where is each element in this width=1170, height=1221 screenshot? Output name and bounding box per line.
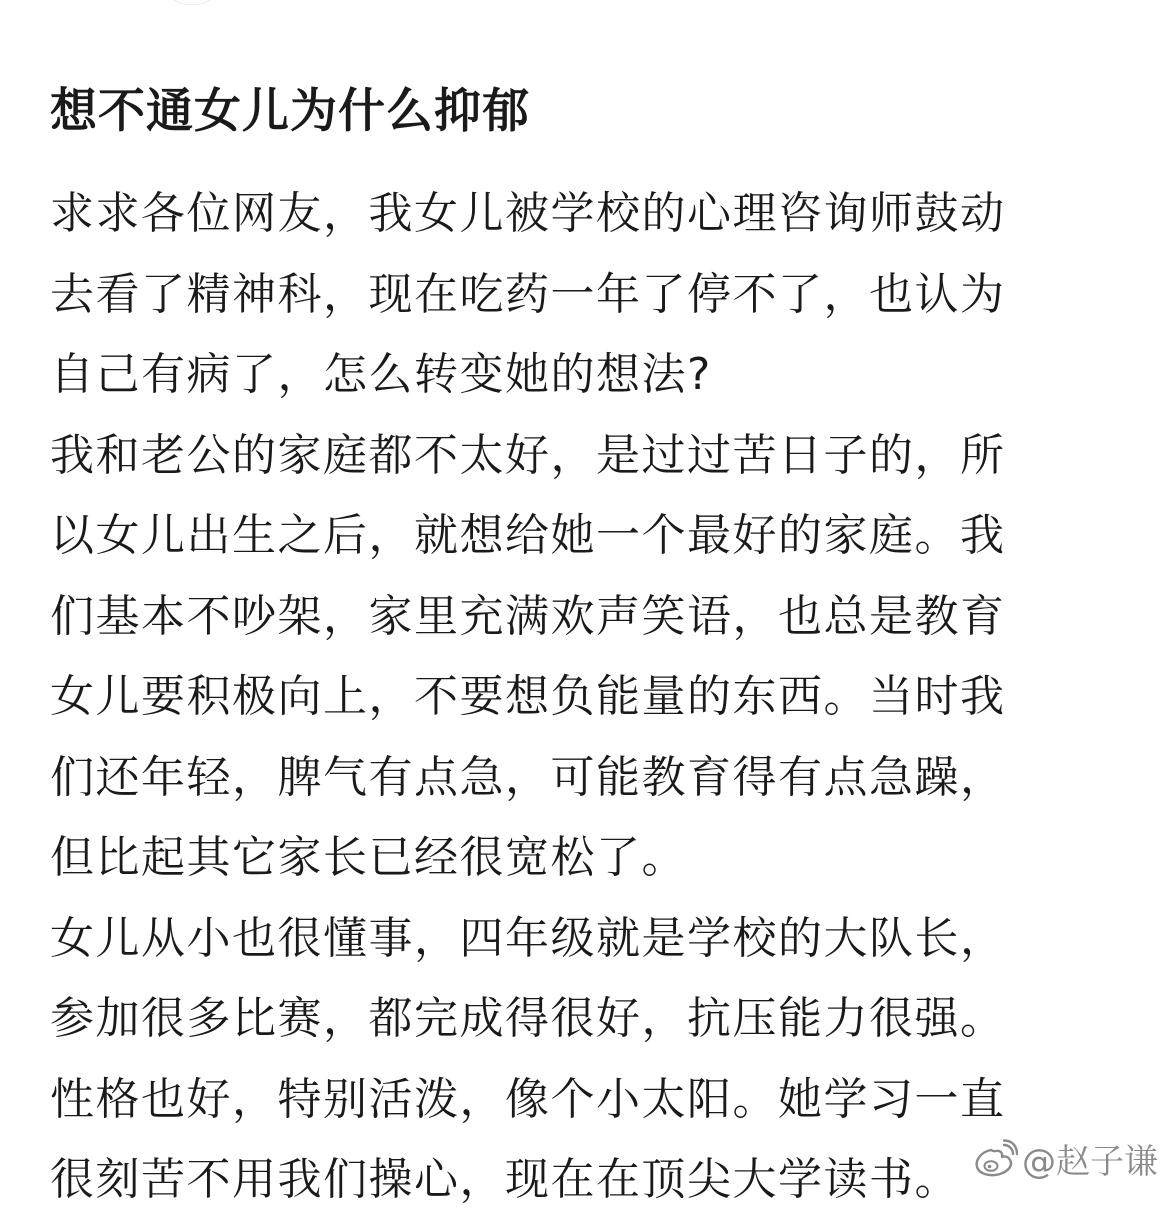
post-line: 们基本不吵架，家里充满欢声笑语，也总是教育 <box>50 590 1006 642</box>
post-line: 性格也好，特别活泼，像个小太阳。她学习一直 <box>50 1073 1006 1125</box>
post-line: 我和老公的家庭都不太好，是过过苦日子的，所 <box>50 429 1006 481</box>
avatar-edge <box>162 0 222 5</box>
post-line: 很刻苦不用我们操心，现在在顶尖大学读书。 <box>50 1154 960 1205</box>
watermark <box>968 1132 1162 1185</box>
watermark-author: @赵子谦 <box>1022 1142 1158 1182</box>
post-line: 自己有病了，怎么转变她的想法? <box>50 349 712 400</box>
post-title: 想不通女儿为什么抑郁 <box>50 84 530 139</box>
post-line: 女儿从小也很懂事，四年级就是学校的大队长， <box>50 912 1006 964</box>
weibo-icon <box>972 1139 1018 1179</box>
post-line: 以女儿出生之后，就想给她一个最好的家庭。我 <box>50 510 1006 561</box>
post-body <box>50 174 1130 1221</box>
post-line: 求求各位网友，我女儿被学校的心理咨询师鼓动 <box>50 188 1006 239</box>
post-line: 去看了精神科，现在吃药一年了停不了，也认为 <box>50 268 1006 320</box>
post-line: 们还年轻，脾气有点急，可能教育得有点急躁， <box>50 751 1006 803</box>
post-line: 参加很多比赛，都完成得很好，抗压能力很强。 <box>50 993 1006 1044</box>
post-content <box>50 72 1130 1221</box>
post-line: 但比起其它家长已经很宽松了。 <box>50 832 687 883</box>
post-line: 女儿要积极向上，不要想负能量的东西。当时我 <box>50 671 1006 722</box>
